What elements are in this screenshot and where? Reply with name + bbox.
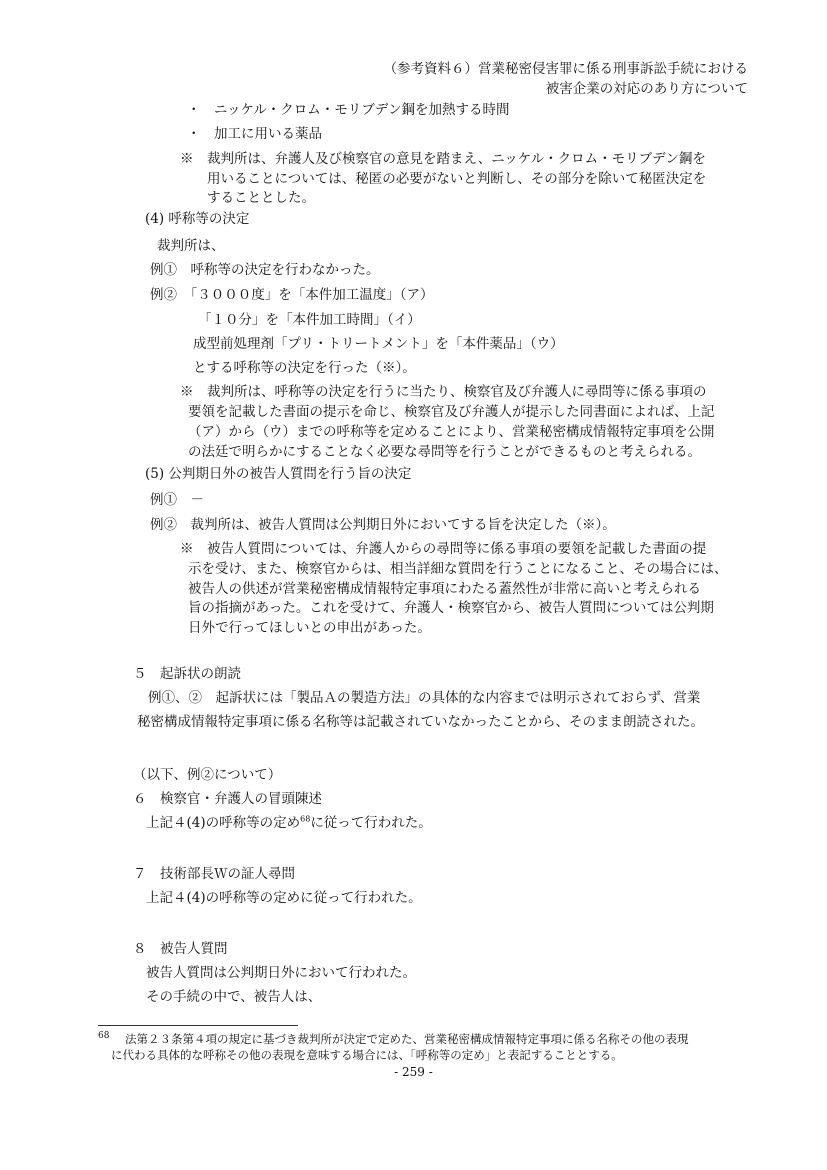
note-line: することとした。 bbox=[207, 190, 315, 206]
paragraph: 例①、② 起訴状には「製品Ａの製造方法」の具体的な内容までは明示されておらず、営業 bbox=[148, 690, 701, 706]
section-heading: ８ 被告人質問 bbox=[133, 941, 228, 957]
footnote-ref[interactable]: 68 bbox=[300, 814, 311, 824]
footnote-line: 法第２３条第４項の規定に基づき裁判所が決定で定めた、営業秘密構成情報特定事項に係る名称その他の表現 bbox=[125, 1032, 689, 1046]
example-line: 「１０分」を「本件加工時間」（イ） bbox=[198, 312, 421, 328]
note-line: の法廷で明らかにすることなく必要な尋問等を行うことができるものと考えられる。 bbox=[188, 444, 701, 460]
paragraph bbox=[146, 815, 432, 831]
note-line: 日外で行ってほしいとの申出があった。 bbox=[188, 620, 431, 636]
footnote-divider bbox=[98, 1025, 298, 1026]
bullet-item: ・ ニッケル・クロム・モリブデン鋼を加熱する時間 bbox=[187, 102, 510, 118]
note-line: 被告人の供述が営業秘密構成情報特定事項にわたる蓋然性が非常に高いと考えられる bbox=[188, 581, 701, 597]
note-line: 示を受け、また、検察官からは、相当詳細な質問を行うことになること、その場合には、 bbox=[188, 561, 728, 577]
section-heading: ５ 起訴状の朗読 bbox=[133, 666, 241, 682]
example-line: 例② 「３０００度」を「本件加工温度」（ア） bbox=[150, 287, 434, 303]
note-line: 用いることについては、秘匿の必要がないと判断し、その部分を除いて秘匿決定を bbox=[207, 171, 707, 187]
subsection-heading: (5) 公判期日外の被告人質問を行う旨の決定 bbox=[145, 466, 412, 482]
paragraph: その手続の中で、被告人は、 bbox=[146, 989, 322, 1005]
paragraph: 秘密構成情報特定事項に係る名称等は記載されていなかったことから、そのまま朗読された。 bbox=[137, 714, 704, 730]
section-heading: ７ 技術部長Ｗの証人尋問 bbox=[133, 866, 295, 882]
header-line-1: （参考資料６）営業秘密侵害罪に係る刑事訴訟手続における bbox=[383, 61, 748, 77]
note-line: （ア）から（ウ）までの呼称等を定めることにより、営業秘密構成情報特定事項を公開 bbox=[188, 424, 715, 440]
note-line: 要領を記載した書面の提示を命じ、検察官及び弁護人が提示した同書面によれば、上記 bbox=[188, 404, 715, 420]
subsection-heading: (4) 呼称等の決定 bbox=[145, 211, 250, 227]
paragraph: 裁判所は、 bbox=[157, 238, 225, 254]
example-line: 成型前処理剤「プリ・トリートメント」を「本件薬品」（ウ） bbox=[193, 336, 564, 352]
paragraph: 上記４(4)の呼称等の定めに従って行われた。 bbox=[146, 890, 422, 906]
following-note: （以下、例②について） bbox=[133, 767, 282, 783]
note-line: 旨の指摘があった。これを受けて、弁護人・検察官から、被告人質問については公判期 bbox=[188, 600, 714, 616]
paragraph-text: 上記４(4)の呼称等の定め bbox=[146, 815, 301, 831]
paragraph-text: に従って行われた。 bbox=[310, 815, 432, 831]
section-heading: ６ 検察官・弁護人の冒頭陳述 bbox=[133, 791, 322, 807]
example-line: とする呼称等の決定を行った（※）。 bbox=[193, 360, 416, 376]
example-line: 例① － bbox=[150, 492, 204, 508]
note-line: ※ 裁判所は、弁護人及び検察官の意見を踏まえ、ニッケル・クロム・モリブデン鋼を bbox=[180, 151, 706, 167]
footnote-line: に代わる具体的な呼称その他の表現を意味する場合には、「呼称等の定め」と表記することとする。 bbox=[111, 1048, 623, 1062]
bullet-item: ・ 加工に用いる薬品 bbox=[187, 126, 322, 142]
example-line: 例② 裁判所は、被告人質問は公判期日外においてする旨を決定した（※）。 bbox=[150, 517, 616, 533]
note-line: ※ 裁判所は、呼称等の決定を行うに当たり、検察官及び弁護人に尋問等に係る事項の bbox=[180, 384, 707, 400]
footnote-number: 68 bbox=[98, 1031, 110, 1041]
example-line: 例① 呼称等の決定を行わなかった。 bbox=[150, 262, 380, 278]
note-line: ※ 被告人質問については、弁護人からの尋問等に係る事項の要領を記載した書面の提 bbox=[180, 541, 707, 557]
header-line-2: 被害企業の対応のあり方について bbox=[545, 81, 748, 97]
page-number: - 259 - bbox=[394, 1065, 433, 1079]
paragraph: 被告人質問は公判期日外において行われた。 bbox=[146, 965, 416, 981]
